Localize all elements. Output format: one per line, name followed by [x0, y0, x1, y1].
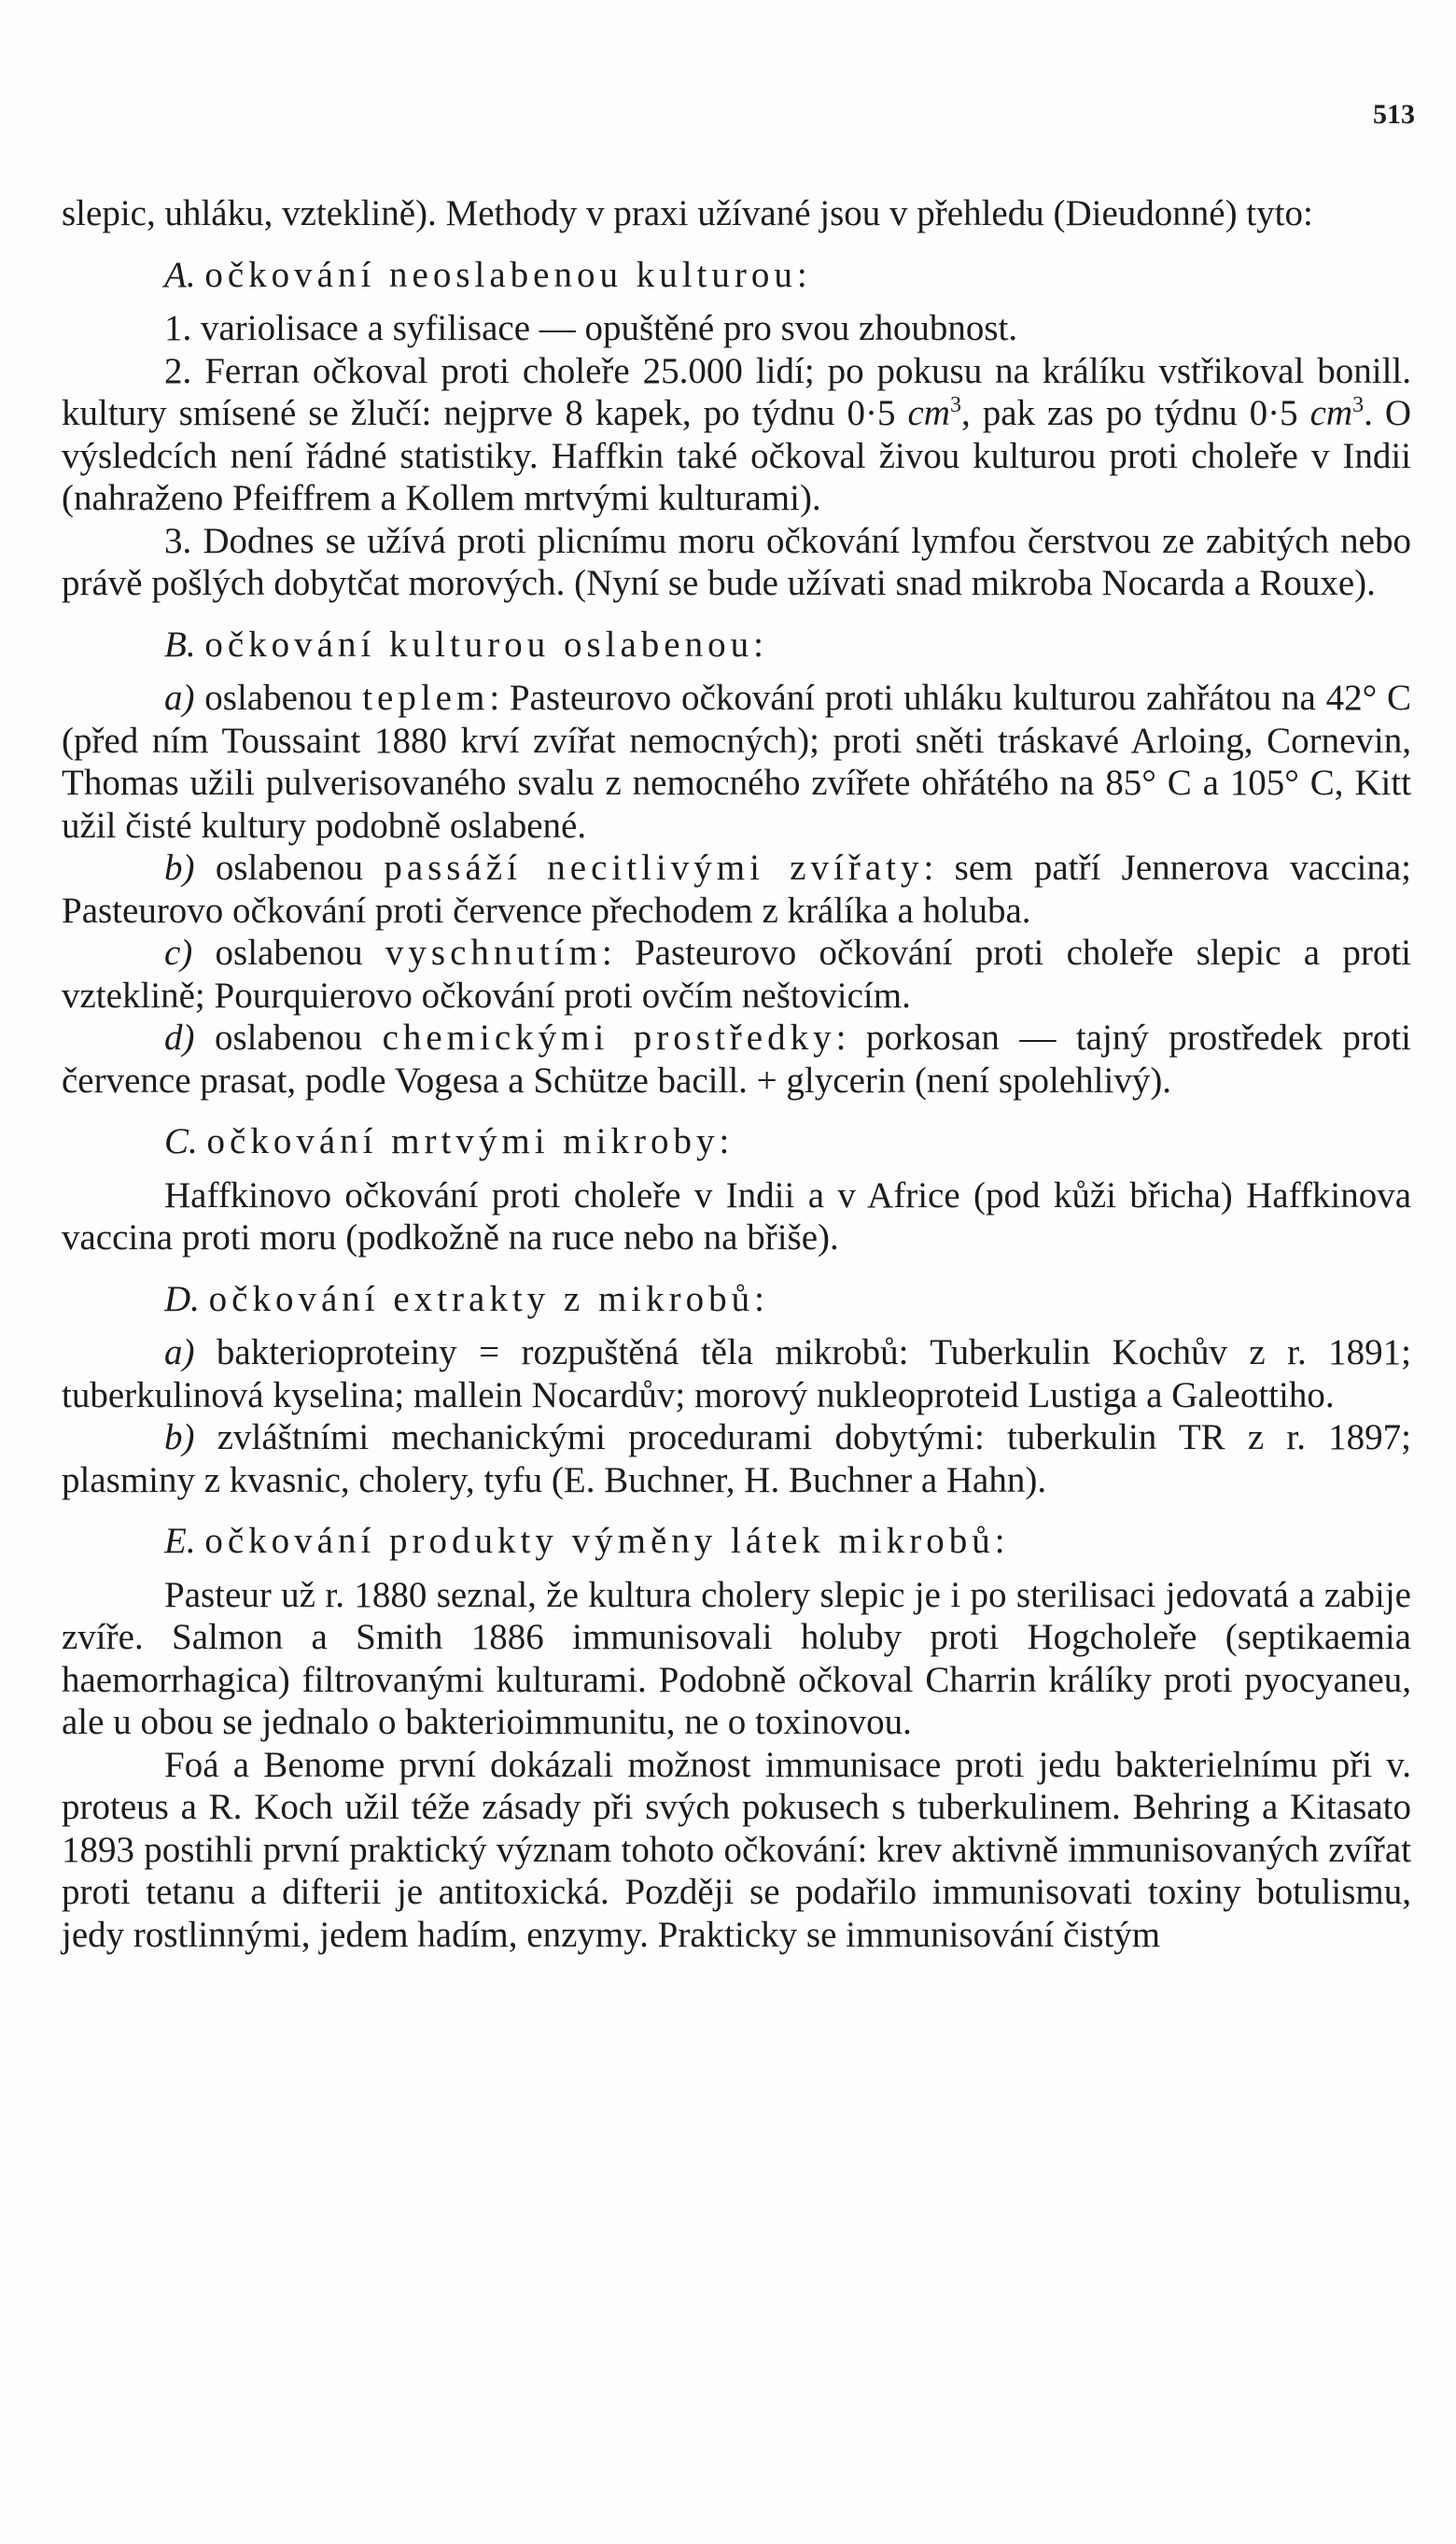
- item-lead: oslabenou: [194, 848, 385, 888]
- item-lead: oslabenou: [194, 678, 363, 718]
- section-b-item-a: [62, 677, 1411, 847]
- section-b-item-d: [62, 1017, 1411, 1102]
- section-a-heading: [62, 254, 1411, 297]
- item-emphasis: vyschnutím: [385, 933, 602, 973]
- section-b-letter: B.: [164, 624, 196, 665]
- section-a-letter: A.: [164, 254, 196, 295]
- item-text: bakterioproteiny = rozpuštěná těla mikrobů: Tuberkulin Kochův z r. 1891; tuberkulinová kyselina; mallein Nocardův; morový nukleoproteid Lustiga a Galeottiho.: [62, 1332, 1411, 1415]
- item-text: : sem patří Jennerova vaccina; Pasteurovo očkování proti července přechodem z králíka a holuba.: [62, 848, 1411, 931]
- section-d-heading: [62, 1278, 1411, 1321]
- section-d-item-b: [62, 1416, 1411, 1501]
- unit-exponent: 3: [1352, 393, 1365, 417]
- section-a-item-3: 3. Dodnes se užívá proti plicnímu moru očkování lymfou čerstvou ze zabitých nebo právě pošlých dobytčat morových. (Nyní se bude užívati snad mikroba Nocarda a Rouxe).: [62, 520, 1411, 603]
- section-a-item-2-part3: . O výsledcích není řádné statistiky. Haffkin také očkoval živou kulturou proti choleře v Indii (nahraženo Pfeiffrem a Kollem mrtvými kulturami).: [62, 393, 1412, 518]
- item-label: d): [164, 1018, 195, 1058]
- section-a-item-2-part2: , pak zas po týdnu 0·5: [960, 393, 1310, 433]
- section-e-heading: [62, 1520, 1411, 1563]
- item-emphasis: teplem: [362, 678, 490, 718]
- section-b-item-c: [62, 932, 1411, 1017]
- item-text: : porkosan — tajný prostředek proti července prasat, podle Vogesa a Schütze bacill. + glycerin (není spolehlivý).: [62, 1018, 1411, 1101]
- section-e-title: očkování produkty výměny látek mikrobů:: [204, 1521, 1010, 1561]
- unit-cm: cm: [907, 393, 950, 433]
- section-d-title: očkování extrakty z mikrobů:: [208, 1278, 769, 1319]
- section-c-heading: [62, 1120, 1411, 1163]
- unit-cm: cm: [1309, 393, 1353, 433]
- section-e-paragraph-2: Foá a Benome první dokázali možnost immunisace proti jedu bakterielnímu při v. proteus a R. Koch užil téže zásady při svých pokusech s tuberkulinem. Behring a Kitasato 1893 postihli první praktický význam tohoto očkování: krev aktivně immunisovaných zvířat proti tetanu a difterii je antitoxická. Později se podařilo immunisovati toxiny botulismu, jedy rostlinnými, jedem hadím, enzymy. Prakticky se immunisování čistým: [62, 1744, 1411, 1955]
- section-a-item-2: [62, 350, 1411, 520]
- section-d-item-a: [62, 1331, 1411, 1416]
- item-text: : Pasteurovo očkování proti choleře slepic a proti vzteklině; Pourquierovo očkování proti ovčím neštovicím.: [62, 933, 1411, 1016]
- item-label: b): [164, 1417, 195, 1457]
- section-b-item-b: [62, 847, 1411, 932]
- item-lead: oslabenou: [192, 933, 385, 973]
- item-text: zvláštními mechanickými procedurami dobytými: tuberkulin TR z r. 1897; plasminy z kvasnic, cholery, tyfu (E. Buchner, H. Buchner a Hahn).: [62, 1417, 1411, 1500]
- section-c-title: očkování mrtvými mikroby:: [206, 1121, 735, 1161]
- item-emphasis: passáží necitlivými zvířaty: [384, 848, 924, 888]
- section-a-item-1: 1. variolisace a syfilisace — opuštěné pro svou zhoubnost.: [164, 308, 1018, 348]
- item-lead: oslabenou: [194, 1018, 383, 1058]
- section-a-title: očkování neoslabenou kulturou:: [204, 254, 812, 295]
- page-number: 513: [1373, 99, 1415, 130]
- section-e-paragraph-1: Pasteur už r. 1880 seznal, že kultura cholery slepic je i po sterilisaci jedovatá a zabije zvíře. Salmon a Smith 1886 immunisovali holuby proti Hogcholeře (septikaemia haemorrhagica) filtrovanými kulturami. Podobně očkoval Charrin králíky proti pyocyaneu, ale u obou se jednalo o bakterioimmunitu, ne o toxinovou.: [62, 1574, 1411, 1742]
- item-label: c): [164, 933, 193, 973]
- intro-paragraph: slepic, uhláku, vzteklině). Methody v praxi užívané jsou v přehledu (Dieudonné) tyto:: [62, 193, 1313, 233]
- section-b-title: očkování kulturou oslabenou:: [204, 624, 768, 665]
- item-text: : Pasteurovo očkování proti uhláku kulturou zahřátou na 42° C (před ním Toussaint 1880 krví zvířat nemocných); proti sněti tráskavé Arloing, Cornevin, Thomas užili pulverisovaného svalu z nemocného zvířete ohřátého na 85° C a 105° C, Kitt užil čisté kultury podobně oslabené.: [62, 678, 1411, 846]
- item-label: b): [164, 848, 195, 888]
- section-c-paragraph: Haffkinovo očkování proti choleře v Indii a v Africe (pod kůži břicha) Haffkinova vaccina proti moru (podkožně na ruce nebo na břiše).: [62, 1174, 1411, 1258]
- item-label: a): [164, 678, 195, 718]
- item-label: a): [164, 1332, 195, 1372]
- page-body: [62, 192, 1411, 1956]
- section-e-letter: E.: [164, 1521, 196, 1561]
- section-a-item-2-part1: 2. Ferran očkoval proti choleře 25.000 lidí; po pokusu na králíku vstřikoval bonill. kultury smísené se žlučí: nejprve 8 kapek, po týdnu 0·5: [62, 350, 1411, 433]
- section-c-letter: C.: [164, 1121, 198, 1161]
- item-emphasis: chemickými prostředky: [382, 1018, 836, 1058]
- section-d-letter: D.: [164, 1278, 200, 1319]
- unit-exponent: 3: [949, 393, 961, 417]
- section-b-heading: [62, 624, 1411, 667]
